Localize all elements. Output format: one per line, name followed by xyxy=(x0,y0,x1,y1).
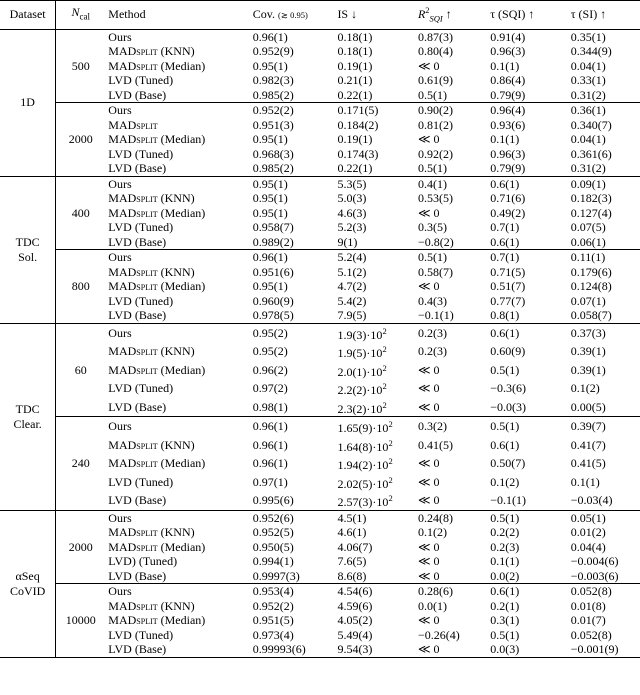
header-dataset: Dataset xyxy=(0,1,56,30)
method-cell: MADsplit (Median) xyxy=(108,205,206,220)
header-coverage: Cov. (≳ 0.95) xyxy=(252,6,308,21)
header-interval-score: IS ↓ xyxy=(337,7,358,22)
tau-si-cell: 0.36(1) xyxy=(570,103,606,118)
interval-score-cell: $1.9(5)\cdot 10^2$ xyxy=(337,344,387,361)
interval-score-cell: $1.65(9)\cdot 10^2$ xyxy=(337,419,393,436)
coverage-cell: 0.985(2) xyxy=(252,87,294,102)
tau-sqi-cell: 0.7(1) xyxy=(490,250,520,265)
method-cell: LVD (Tuned) xyxy=(108,293,174,308)
tau-sqi-cell: 0.1(2) xyxy=(490,474,520,489)
ncal-cell: 2000 xyxy=(68,132,93,147)
interval-score-cell: 4.54(6) xyxy=(337,584,373,599)
method-cell: LVD (Base) xyxy=(108,642,167,657)
header-method: Method xyxy=(108,7,146,22)
dataset-name-line: αSeq xyxy=(15,568,40,583)
tau-sqi-cell: 0.50(7) xyxy=(490,456,526,471)
method-cell: LVD (Base) xyxy=(108,87,167,102)
tau-sqi-cell: −0.1(1) xyxy=(490,493,526,508)
interval-score-cell: 4.05(2) xyxy=(337,613,373,628)
tau-sqi-cell: 0.60(9) xyxy=(490,344,526,359)
method-cell: LVD (Base) xyxy=(108,234,167,249)
r2-sqi-cell: 0.90(2) xyxy=(417,103,453,118)
method-cell: LVD (Tuned) xyxy=(108,146,174,161)
method-cell: LVD (Tuned) xyxy=(108,627,174,642)
r2-sqi-cell: 0.4(1) xyxy=(417,176,447,191)
interval-score-cell: 5.1(2) xyxy=(337,264,367,279)
coverage-cell: 0.952(2) xyxy=(252,598,294,613)
r2-sqi-cell: ≪ 0 xyxy=(417,362,440,377)
tau-si-cell: 0.37(3) xyxy=(570,325,606,340)
method-cell: Ours xyxy=(108,325,132,340)
ncal-cell: 60 xyxy=(74,362,87,377)
coverage-cell: 0.9997(3) xyxy=(252,568,300,583)
coverage-cell: 0.952(9) xyxy=(252,44,294,59)
r2-sqi-cell: 0.2(3) xyxy=(417,344,447,359)
coverage-cell: 0.951(6) xyxy=(252,264,294,279)
interval-score-cell: 0.184(2) xyxy=(337,117,379,132)
method-cell: Ours xyxy=(108,419,132,434)
tau-si-cell: −0.003(6) xyxy=(570,568,619,583)
interval-score-cell: 4.7(2) xyxy=(337,279,367,294)
ncal-cell: 240 xyxy=(71,456,90,471)
tau-si-cell: 0.179(6) xyxy=(570,264,612,279)
tau-sqi-cell: 0.5(1) xyxy=(490,510,520,525)
interval-score-cell: $2.2(2)\cdot 10^2$ xyxy=(337,381,387,398)
interval-score-cell: 9.54(3) xyxy=(337,642,373,657)
tau-si-cell: 0.182(3) xyxy=(570,191,612,206)
method-cell: Ours xyxy=(108,103,132,118)
method-cell: Ours xyxy=(108,584,132,599)
r2-sqi-cell: ≪ 0 xyxy=(417,399,440,414)
tau-sqi-cell: 0.1(1) xyxy=(490,132,520,147)
r2-sqi-cell: 0.3(5) xyxy=(417,220,447,235)
r2-sqi-cell: 0.5(1) xyxy=(417,87,447,102)
tau-sqi-cell: 0.0(2) xyxy=(490,568,520,583)
dataset-name-line: Clear. xyxy=(13,416,42,431)
coverage-cell: 0.953(4) xyxy=(252,584,294,599)
interval-score-cell: 4.6(1) xyxy=(337,525,367,540)
tau-sqi-cell: 0.51(7) xyxy=(490,279,526,294)
dataset-cell xyxy=(0,323,56,510)
tau-sqi-cell: 0.1(1) xyxy=(490,58,520,73)
ncal-cell: 2000 xyxy=(68,539,93,554)
table-row xyxy=(0,510,640,525)
coverage-cell: 0.97(2) xyxy=(252,381,288,396)
coverage-cell: 0.95(1) xyxy=(252,205,288,220)
interval-score-cell: $2.0(1)\cdot 10^2$ xyxy=(337,362,387,379)
table-row xyxy=(0,417,640,436)
method-cell: MADsplit (Median) xyxy=(108,539,206,554)
tau-sqi-cell: −0.3(6) xyxy=(490,381,526,396)
tau-si-cell: 0.127(4) xyxy=(570,205,612,220)
r2-sqi-cell: 0.61(9) xyxy=(417,73,453,88)
tau-si-cell: 0.01(2) xyxy=(570,525,606,540)
tau-sqi-cell: 0.3(1) xyxy=(490,613,520,628)
interval-score-cell: 5.2(3) xyxy=(337,220,367,235)
interval-score-cell: 4.59(6) xyxy=(337,598,373,613)
table-row xyxy=(0,584,640,599)
method-cell: LVD (Base) xyxy=(108,568,167,583)
interval-score-cell: 0.171(5) xyxy=(337,103,379,118)
coverage-cell: 0.960(9) xyxy=(252,293,294,308)
interval-score-cell: 5.49(4) xyxy=(337,627,373,642)
tau-si-cell: 0.00(5) xyxy=(570,399,606,414)
tau-sqi-cell: 0.2(2) xyxy=(490,525,520,540)
tau-si-cell: 0.052(8) xyxy=(570,584,612,599)
coverage-cell: 0.96(1) xyxy=(252,437,288,452)
method-cell: Ours xyxy=(108,176,132,191)
r2-sqi-cell: 0.5(1) xyxy=(417,161,447,176)
tau-sqi-cell: 0.79(9) xyxy=(490,87,526,102)
coverage-cell: 0.99993(6) xyxy=(252,642,306,657)
method-cell: LVD (Tuned) xyxy=(108,474,174,489)
coverage-cell: 0.95(1) xyxy=(252,132,288,147)
r2-sqi-cell: −0.26(4) xyxy=(417,627,460,642)
tau-si-cell: 0.09(1) xyxy=(570,176,606,191)
coverage-cell: 0.95(2) xyxy=(252,325,288,340)
interval-score-cell: 5.4(2) xyxy=(337,293,367,308)
tau-sqi-cell: 0.5(1) xyxy=(490,362,520,377)
tau-si-cell: 0.39(7) xyxy=(570,419,606,434)
r2-sqi-cell: ≪ 0 xyxy=(417,132,440,147)
interval-score-cell: 5.2(4) xyxy=(337,250,367,265)
header-ncal: $N_{cal}$ xyxy=(71,5,91,22)
r2-sqi-cell: ≪ 0 xyxy=(417,539,440,554)
tau-si-cell: 0.361(6) xyxy=(570,146,612,161)
r2-sqi-cell: 0.0(1) xyxy=(417,598,447,613)
tau-sqi-cell: 0.49(2) xyxy=(490,205,526,220)
interval-score-cell: 0.19(1) xyxy=(337,132,373,147)
tau-sqi-cell: 0.77(7) xyxy=(490,293,526,308)
r2-sqi-cell: 0.92(2) xyxy=(417,146,453,161)
interval-score-cell: 4.5(1) xyxy=(337,510,367,525)
tau-sqi-cell: −0.0(3) xyxy=(490,399,526,414)
method-cell: Ours xyxy=(108,510,132,525)
tau-si-cell: 0.04(1) xyxy=(570,132,606,147)
r2-sqi-cell: ≪ 0 xyxy=(417,279,440,294)
r2-sqi-cell: ≪ 0 xyxy=(417,381,440,396)
interval-score-cell: 0.22(1) xyxy=(337,161,373,176)
coverage-cell: 0.952(6) xyxy=(252,510,294,525)
tau-si-cell: 0.35(1) xyxy=(570,29,606,44)
r2-sqi-cell: ≪ 0 xyxy=(417,474,440,489)
tau-si-cell: 0.31(2) xyxy=(570,87,606,102)
interval-score-cell: 4.6(3) xyxy=(337,205,367,220)
interval-score-cell: 5.3(5) xyxy=(337,176,367,191)
r2-sqi-cell: 0.3(2) xyxy=(417,419,447,434)
tau-si-cell: 0.06(1) xyxy=(570,234,606,249)
tau-sqi-cell: 0.6(1) xyxy=(490,234,520,249)
r2-sqi-cell: 0.87(3) xyxy=(417,29,453,44)
table-row xyxy=(0,176,640,191)
interval-score-cell: 0.22(1) xyxy=(337,87,373,102)
interval-score-cell: 0.18(1) xyxy=(337,29,373,44)
r2-sqi-cell: ≪ 0 xyxy=(417,58,440,73)
tau-si-cell: 0.01(8) xyxy=(570,598,606,613)
r2-sqi-cell: 0.2(3) xyxy=(417,325,447,340)
r2-sqi-cell: ≪ 0 xyxy=(417,613,440,628)
tau-sqi-cell: 0.96(3) xyxy=(490,146,526,161)
coverage-cell: 0.989(2) xyxy=(252,234,294,249)
ncal-cell: 400 xyxy=(71,205,90,220)
tau-sqi-cell: 0.5(1) xyxy=(490,627,520,642)
r2-sqi-cell: ≪ 0 xyxy=(417,205,440,220)
dataset-name-line: 1D xyxy=(20,95,35,110)
tau-sqi-cell: 0.96(3) xyxy=(490,44,526,59)
table-row xyxy=(0,323,640,342)
dataset-cell xyxy=(0,29,56,176)
coverage-cell: 0.950(5) xyxy=(252,539,294,554)
coverage-cell: 0.994(1) xyxy=(252,554,294,569)
tau-si-cell: 0.07(5) xyxy=(570,220,606,235)
coverage-cell: 0.98(1) xyxy=(252,399,288,414)
method-cell: LVD (Tuned) xyxy=(108,381,174,396)
tau-si-cell: 0.41(5) xyxy=(570,456,606,471)
coverage-cell: 0.96(1) xyxy=(252,250,288,265)
tau-si-cell: 0.1(2) xyxy=(570,381,600,396)
r2-sqi-cell: 0.41(5) xyxy=(417,437,453,452)
method-cell: MADsplit (KNN) xyxy=(108,264,195,279)
coverage-cell: 0.96(2) xyxy=(252,362,288,377)
interval-score-cell: 0.174(3) xyxy=(337,146,379,161)
r2-sqi-cell: 0.80(4) xyxy=(417,44,453,59)
interval-score-cell: $2.3(2)\cdot 10^2$ xyxy=(337,399,387,416)
ncal-cell: 800 xyxy=(71,279,90,294)
interval-score-cell: $2.57(3)\cdot 10^2$ xyxy=(337,493,393,510)
interval-score-cell: $1.9(3)\cdot 10^2$ xyxy=(337,325,387,342)
tau-si-cell: 0.124(8) xyxy=(570,279,612,294)
coverage-cell: 0.985(2) xyxy=(252,161,294,176)
coverage-cell: 0.96(1) xyxy=(252,29,288,44)
interval-score-cell: 8.6(8) xyxy=(337,568,367,583)
method-cell: LVD (Tuned) xyxy=(108,220,174,235)
r2-sqi-cell: 0.5(1) xyxy=(417,250,447,265)
coverage-cell: 0.978(5) xyxy=(252,308,294,323)
tau-si-cell: 0.340(7) xyxy=(570,117,612,132)
interval-score-cell: 7.9(5) xyxy=(337,308,367,323)
tau-si-cell: 0.052(8) xyxy=(570,627,612,642)
method-cell: MADsplit (Median) xyxy=(108,58,206,73)
interval-score-cell: $1.64(8)\cdot 10^2$ xyxy=(337,437,393,454)
r2-sqi-cell: 0.24(8) xyxy=(417,510,453,525)
coverage-cell: 0.95(1) xyxy=(252,191,288,206)
dataset-cell xyxy=(0,176,56,323)
r2-sqi-cell: 0.81(2) xyxy=(417,117,453,132)
method-cell: LVD) (Tuned) xyxy=(108,554,178,569)
r2-sqi-cell: 0.4(3) xyxy=(417,293,447,308)
r2-sqi-cell: 0.1(2) xyxy=(417,525,447,540)
table-row xyxy=(0,250,640,265)
tau-sqi-cell: 0.2(3) xyxy=(490,539,520,554)
header-tau-sqi: τ (SQI) ↑ xyxy=(490,7,535,22)
method-cell: LVD (Base) xyxy=(108,161,167,176)
tau-si-cell: 0.1(1) xyxy=(570,474,600,489)
tau-si-cell: 0.04(1) xyxy=(570,58,606,73)
tau-sqi-cell: 0.6(1) xyxy=(490,437,520,452)
header-r2-sqi: $R^2_{SQI}$ ↑ xyxy=(417,5,452,24)
interval-score-cell: 0.18(1) xyxy=(337,44,373,59)
tau-si-cell: 0.04(4) xyxy=(570,539,606,554)
table-row xyxy=(0,103,640,118)
header-tau-si: τ (SI) ↑ xyxy=(570,7,607,22)
method-cell: MADsplit (KNN) xyxy=(108,525,195,540)
tau-si-cell: 0.344(9) xyxy=(570,44,612,59)
method-cell: MADsplit (KNN) xyxy=(108,598,195,613)
interval-score-cell: 4.06(7) xyxy=(337,539,373,554)
coverage-cell: 0.968(3) xyxy=(252,146,294,161)
coverage-cell: 0.95(1) xyxy=(252,279,288,294)
tau-sqi-cell: 0.8(1) xyxy=(490,308,520,323)
dataset-name-line: Sol. xyxy=(18,249,38,264)
tau-sqi-cell: 0.1(1) xyxy=(490,554,520,569)
method-cell: MADsplit (Median) xyxy=(108,362,206,377)
r2-sqi-cell: ≪ 0 xyxy=(417,554,440,569)
r2-sqi-cell: 0.58(7) xyxy=(417,264,453,279)
coverage-cell: 0.96(1) xyxy=(252,419,288,434)
tau-si-cell: 0.07(1) xyxy=(570,293,606,308)
tau-si-cell: 0.41(7) xyxy=(570,437,606,452)
tau-si-cell: 0.33(1) xyxy=(570,73,606,88)
tau-sqi-cell: 0.7(1) xyxy=(490,220,520,235)
coverage-cell: 0.96(1) xyxy=(252,456,288,471)
dataset-name-line: TDC xyxy=(15,401,40,416)
tau-sqi-cell: 0.86(4) xyxy=(490,73,526,88)
ncal-cell: 10000 xyxy=(65,613,96,628)
tau-sqi-cell: 0.71(6) xyxy=(490,191,526,206)
tau-si-cell: −0.03(4) xyxy=(570,493,613,508)
coverage-cell: 0.951(3) xyxy=(252,117,294,132)
interval-score-cell: 0.21(1) xyxy=(337,73,373,88)
interval-score-cell: 9(1) xyxy=(337,234,358,249)
interval-score-cell: $1.94(2)\cdot 10^2$ xyxy=(337,456,393,473)
coverage-cell: 0.952(2) xyxy=(252,103,294,118)
coverage-cell: 0.995(6) xyxy=(252,493,294,508)
table-body xyxy=(0,29,640,657)
tau-sqi-cell: 0.6(1) xyxy=(490,176,520,191)
coverage-cell: 0.97(1) xyxy=(252,474,288,489)
method-cell: MADsplit (KNN) xyxy=(108,344,195,359)
interval-score-cell: 0.19(1) xyxy=(337,58,373,73)
tau-si-cell: 0.31(2) xyxy=(570,161,606,176)
method-cell: LVD (Base) xyxy=(108,399,167,414)
dataset-cell xyxy=(0,510,56,657)
tau-sqi-cell: 0.6(1) xyxy=(490,584,520,599)
tau-sqi-cell: 0.2(1) xyxy=(490,598,520,613)
tau-sqi-cell: 0.6(1) xyxy=(490,325,520,340)
ncal-cell: 500 xyxy=(71,58,90,73)
dataset-name-line: TDC xyxy=(15,234,40,249)
r2-sqi-cell: −0.8(2) xyxy=(417,234,454,249)
coverage-cell: 0.958(7) xyxy=(252,220,294,235)
r2-sqi-cell: ≪ 0 xyxy=(417,642,440,657)
r2-sqi-cell: −0.1(1) xyxy=(417,308,454,323)
tau-si-cell: 0.39(1) xyxy=(570,362,606,377)
tau-sqi-cell: 0.96(4) xyxy=(490,103,526,118)
tau-sqi-cell: 0.79(9) xyxy=(490,161,526,176)
interval-score-cell: 7.6(5) xyxy=(337,554,367,569)
tau-sqi-cell: 0.91(4) xyxy=(490,29,526,44)
r2-sqi-cell: ≪ 0 xyxy=(417,456,440,471)
method-cell: MADsplit (KNN) xyxy=(108,191,195,206)
method-cell: MADsplit (Median) xyxy=(108,456,206,471)
r2-sqi-cell: ≪ 0 xyxy=(417,568,440,583)
tau-sqi-cell: 0.0(3) xyxy=(490,642,520,657)
method-cell: MADsplit (KNN) xyxy=(108,437,195,452)
tau-si-cell: 0.11(1) xyxy=(570,250,606,265)
r2-sqi-cell: ≪ 0 xyxy=(417,493,440,508)
coverage-cell: 0.973(4) xyxy=(252,627,294,642)
r2-sqi-cell: 0.28(6) xyxy=(417,584,453,599)
method-cell: MADsplit (Median) xyxy=(108,613,206,628)
coverage-cell: 0.95(1) xyxy=(252,58,288,73)
tau-si-cell: 0.39(1) xyxy=(570,344,606,359)
method-cell: MADsplit (Median) xyxy=(108,279,206,294)
table-row xyxy=(0,29,640,44)
tau-sqi-cell: 0.93(6) xyxy=(490,117,526,132)
tau-si-cell: −0.001(9) xyxy=(570,642,619,657)
tau-sqi-cell: 0.71(5) xyxy=(490,264,526,279)
coverage-cell: 0.95(1) xyxy=(252,176,288,191)
tau-si-cell: 0.01(7) xyxy=(570,613,606,628)
method-cell: Ours xyxy=(108,250,132,265)
coverage-cell: 0.982(3) xyxy=(252,73,294,88)
tau-sqi-cell: 0.5(1) xyxy=(490,419,520,434)
coverage-cell: 0.95(2) xyxy=(252,344,288,359)
method-cell: MADsplit (KNN) xyxy=(108,44,195,59)
tau-si-cell: 0.05(1) xyxy=(570,510,606,525)
method-cell: LVD (Base) xyxy=(108,308,167,323)
interval-score-cell: 5.0(3) xyxy=(337,191,367,206)
method-cell: LVD (Tuned) xyxy=(108,73,174,88)
method-cell: MADsplit (Median) xyxy=(108,132,206,147)
method-cell: Ours xyxy=(108,29,132,44)
coverage-cell: 0.952(5) xyxy=(252,525,294,540)
method-cell: LVD (Base) xyxy=(108,493,167,508)
dataset-name-line: CoVID xyxy=(9,583,46,598)
method-cell: MADsplit xyxy=(108,117,158,132)
interval-score-cell: $2.02(5)\cdot 10^2$ xyxy=(337,474,393,491)
tau-si-cell: 0.058(7) xyxy=(570,308,612,323)
coverage-cell: 0.951(5) xyxy=(252,613,294,628)
tau-si-cell: −0.004(6) xyxy=(570,554,619,569)
r2-sqi-cell: 0.53(5) xyxy=(417,191,453,206)
